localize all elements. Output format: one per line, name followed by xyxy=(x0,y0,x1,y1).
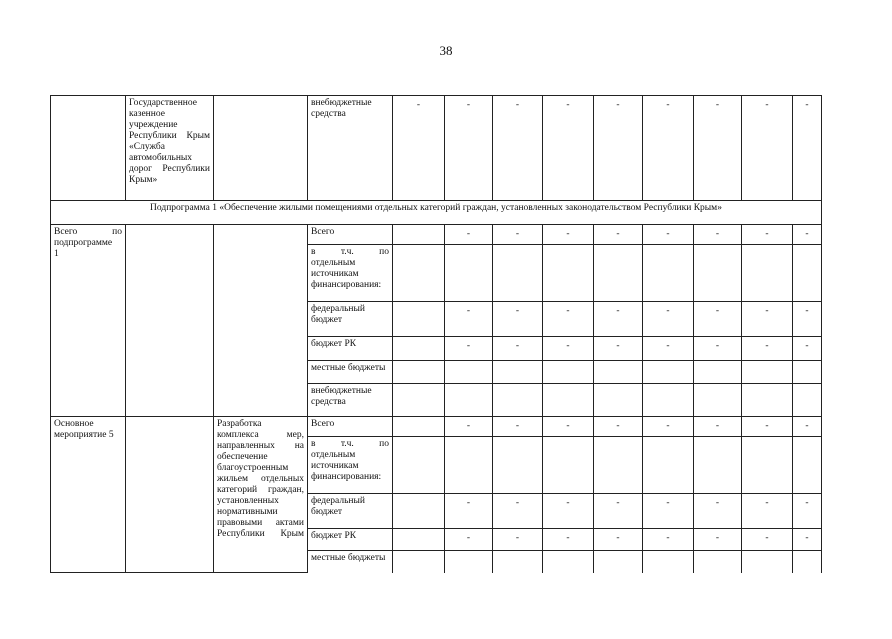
empty-value-dash: - xyxy=(643,302,694,337)
table-row: федеральный бюджет - - - - - - - - xyxy=(51,302,822,337)
empty-value-dash: - xyxy=(643,494,694,529)
empty-value-dash: - xyxy=(694,494,742,529)
total-label-cell: Всего по подпрограмме 1 xyxy=(51,225,126,417)
table-row: местные бюджеты xyxy=(51,361,822,384)
empty-value-dash: - xyxy=(793,302,822,337)
empty-value-dash: - xyxy=(594,302,643,337)
empty-value-dash: - xyxy=(493,302,543,337)
empty-value-dash: - xyxy=(594,96,643,201)
organization-cell: Государственное казенное учреждение Республики Крым «Служба автомобильных дорог Республики Крым» xyxy=(126,96,214,201)
empty-value-dash: - xyxy=(793,337,822,361)
empty-value-dash: - xyxy=(793,225,822,245)
empty-value-dash: - xyxy=(742,96,793,201)
empty-value-dash: - xyxy=(445,494,493,529)
empty-value-dash: - xyxy=(543,417,594,437)
empty-value-dash: - xyxy=(694,302,742,337)
empty-value-dash: - xyxy=(543,529,594,551)
empty-value-dash: - xyxy=(793,494,822,529)
empty-value-dash: - xyxy=(643,417,694,437)
empty-value-dash: - xyxy=(445,302,493,337)
budget-table xyxy=(50,95,822,573)
empty-value-dash: - xyxy=(493,225,543,245)
empty-value-dash: - xyxy=(445,96,493,201)
empty-value-dash: - xyxy=(493,337,543,361)
empty-value-dash: - xyxy=(594,494,643,529)
empty-value-dash: - xyxy=(493,96,543,201)
table-row: Всего по подпрограмме 1 Всего - - - - - - - - xyxy=(51,225,822,245)
empty-value-dash: - xyxy=(694,96,742,201)
empty-value-dash: - xyxy=(543,96,594,201)
subprogram-title: Подпрограмма 1 «Обеспечение жилыми помещениями отдельных категорий граждан, установленных законодательством Республики Крым» xyxy=(51,201,822,225)
empty-value-dash: - xyxy=(445,529,493,551)
table-row xyxy=(51,96,822,201)
empty-value-dash: - xyxy=(493,417,543,437)
empty-value-dash: - xyxy=(742,337,793,361)
empty-value-dash: - xyxy=(445,225,493,245)
empty-value-dash: - xyxy=(594,225,643,245)
empty-value-dash: - xyxy=(543,225,594,245)
empty-value-dash: - xyxy=(493,494,543,529)
empty-value-dash: - xyxy=(742,417,793,437)
empty-value-dash: - xyxy=(742,529,793,551)
table-row xyxy=(51,201,822,225)
empty-value-dash: - xyxy=(643,529,694,551)
empty-value-dash: - xyxy=(742,225,793,245)
table-row: местные бюджеты xyxy=(51,551,822,573)
empty-value-dash: - xyxy=(694,225,742,245)
table-row: бюджет РК - - - - - - - - xyxy=(51,529,822,551)
empty-value-dash: - xyxy=(543,302,594,337)
empty-value-dash: - xyxy=(793,529,822,551)
empty-value-dash: - xyxy=(594,337,643,361)
source-cell: внебюджетные средства xyxy=(308,96,393,201)
empty-value-dash: - xyxy=(493,529,543,551)
table-row: Основное мероприятие 5 Разработка комплекса мер, направленных на обеспечение благоустроенным жильем отдельных категорий граждан, установленных нормативными правовыми актами Республики Крым Всего - - - - - - - - xyxy=(51,417,822,437)
page-number: 38 xyxy=(439,43,453,58)
empty-value-dash: - xyxy=(594,417,643,437)
empty-value-dash: - xyxy=(643,96,694,201)
empty-value-dash: - xyxy=(742,302,793,337)
table-row: федеральный бюджет - - - - - - - - xyxy=(51,494,822,529)
empty-value-dash: - xyxy=(445,417,493,437)
empty-value-dash: - xyxy=(445,337,493,361)
empty-value-dash: - xyxy=(694,417,742,437)
empty-value-dash: - xyxy=(742,494,793,529)
empty-value-dash: - xyxy=(694,529,742,551)
incl-sources-cell: в т.ч. по отдельным источникам финансирования: xyxy=(308,437,393,494)
table-row: внебюджетные средства xyxy=(51,384,822,417)
empty-value-dash: - xyxy=(393,96,445,201)
measure-description-cell: Разработка комплекса мер, направленных на обеспечение благоустроенным жильем отдельных категорий граждан, установленных нормативными правовыми актами Республики Крым xyxy=(214,417,308,573)
empty-value-dash: - xyxy=(694,337,742,361)
empty-value-dash: - xyxy=(543,494,594,529)
measure-label-cell: Основное мероприятие 5 xyxy=(51,417,126,573)
empty-value-dash: - xyxy=(643,337,694,361)
empty-value-dash: - xyxy=(594,529,643,551)
incl-sources-cell: в т.ч. по отдельным источникам финансирования: xyxy=(308,245,393,302)
empty-value-dash: - xyxy=(793,417,822,437)
empty-value-dash: - xyxy=(793,96,822,201)
table-row: бюджет РК - - - - - - - - xyxy=(51,337,822,361)
empty-value-dash: - xyxy=(543,337,594,361)
empty-value-dash: - xyxy=(643,225,694,245)
